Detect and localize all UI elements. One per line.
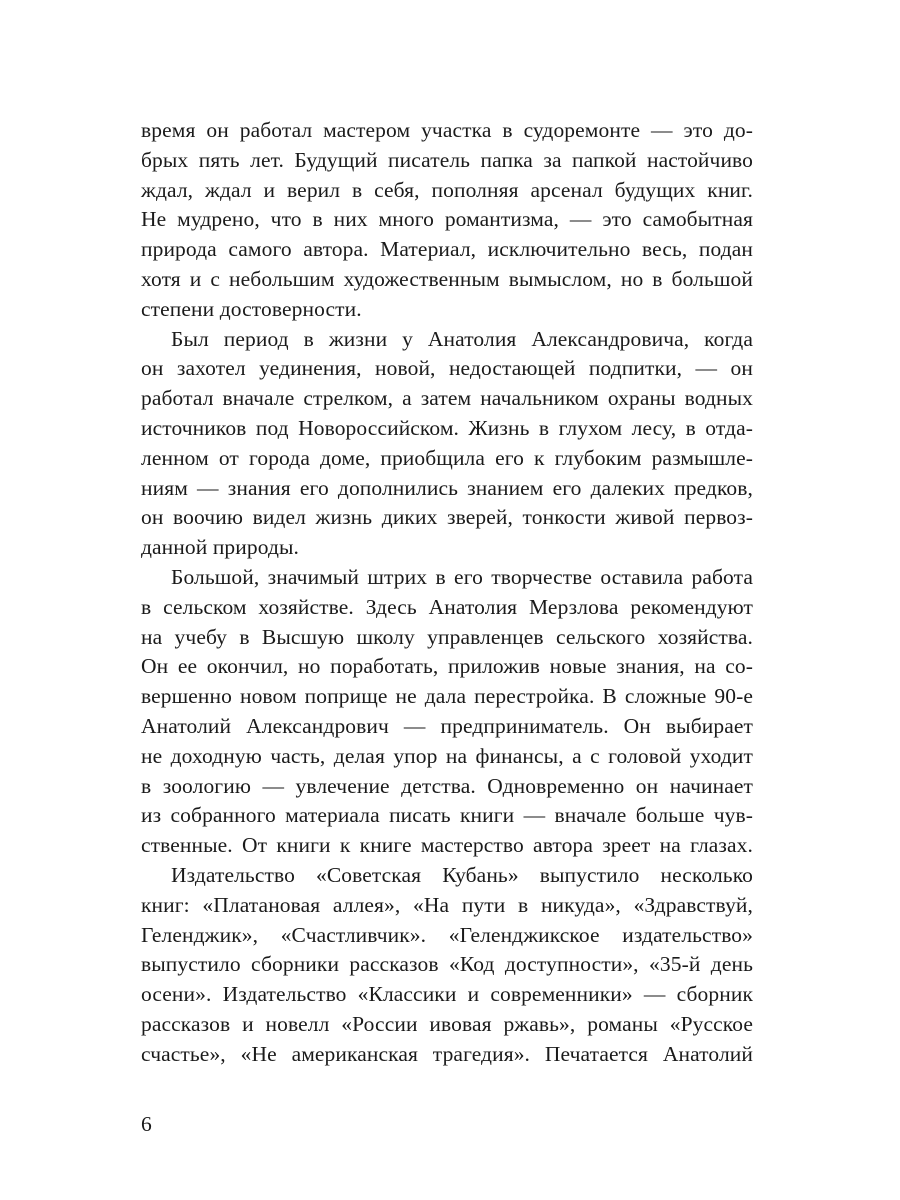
- text-line: не доходную часть, делая упор на финансы, а с головой уходит: [141, 743, 753, 768]
- text-line: выпустило сборники рассказов «Код доступности», «35-й день: [141, 952, 753, 977]
- text-line: природа самого автора. Материал, исключительно весь, подан: [141, 237, 753, 262]
- text-line: работал вначале стрелком, а затем начальником охраны водных: [141, 386, 753, 411]
- text-line: из собранного материала писать книги — вначале больше чув-: [141, 803, 753, 828]
- text-line: счастье», «Не американская трагедия». Печатается Анатолий: [141, 1041, 753, 1066]
- text-line: вершенно новом поприще не дала перестройка. В сложные 90-е: [141, 684, 753, 709]
- text-line: хотя и с небольшим художественным вымыслом, но в большой: [141, 266, 753, 291]
- text-line: ленном от города доме, приобщила его к глубоким размышле-: [141, 445, 753, 470]
- text-line: рассказов и новелл «России ивовая ржавь», романы «Русское: [141, 1011, 753, 1036]
- text-line: Не мудрено, что в них много романтизма, — это самобытная: [141, 207, 753, 232]
- body-text: [141, 116, 753, 1070]
- text-line: на учебу в Высшую школу управленцев сельского хозяйства.: [141, 624, 753, 649]
- page-number: 6: [141, 1112, 152, 1136]
- text-line: брых пять лет. Будущий писатель папка за папкой настойчиво: [141, 147, 753, 172]
- text-line: ниям — знания его дополнились знанием его далеких предков,: [141, 475, 753, 500]
- text-line: книг: «Платановая аллея», «На пути в никуда», «Здравствуй,: [141, 892, 753, 917]
- text-line: он воочию видел жизнь диких зверей, тонкости живой первоз-: [141, 505, 753, 530]
- text-line: ственные. От книги к книге мастерство автора зреет на глазах.: [141, 833, 753, 858]
- text-line: Был период в жизни у Анатолия Александровича, когда: [171, 326, 753, 351]
- text-line: ждал, ждал и верил в себя, пополняя арсенал будущих книг.: [141, 177, 753, 202]
- text-line: в зоологию — увлечение детства. Одновременно он начинает: [141, 773, 753, 798]
- text-line: Издательство «Советская Кубань» выпустило несколько: [171, 862, 753, 887]
- text-line: степени достоверности.: [141, 296, 362, 321]
- text-line: он захотел уединения, новой, недостающей подпитки, — он: [141, 356, 753, 381]
- text-line: в сельском хозяйстве. Здесь Анатолия Мерзлова рекомендуют: [141, 594, 753, 619]
- text-line: осени». Издательство «Классики и современники» — сборник: [141, 982, 753, 1007]
- text-line: Геленджик», «Счастливчик». «Геленджикское издательство»: [141, 922, 753, 947]
- text-line: Анатолий Александрович — предприниматель. Он выбирает: [141, 713, 753, 738]
- text-line: Он ее окончил, но поработать, приложив новые знания, на со-: [141, 654, 753, 679]
- text-line: Большой, значимый штрих в его творчестве оставила работа: [171, 564, 753, 589]
- text-line: время он работал мастером участка в судоремонте — это до-: [141, 118, 753, 142]
- text-line: данной природы.: [141, 535, 300, 560]
- text-line: источников под Новороссийском. Жизнь в глухом лесу, в отда-: [141, 415, 753, 440]
